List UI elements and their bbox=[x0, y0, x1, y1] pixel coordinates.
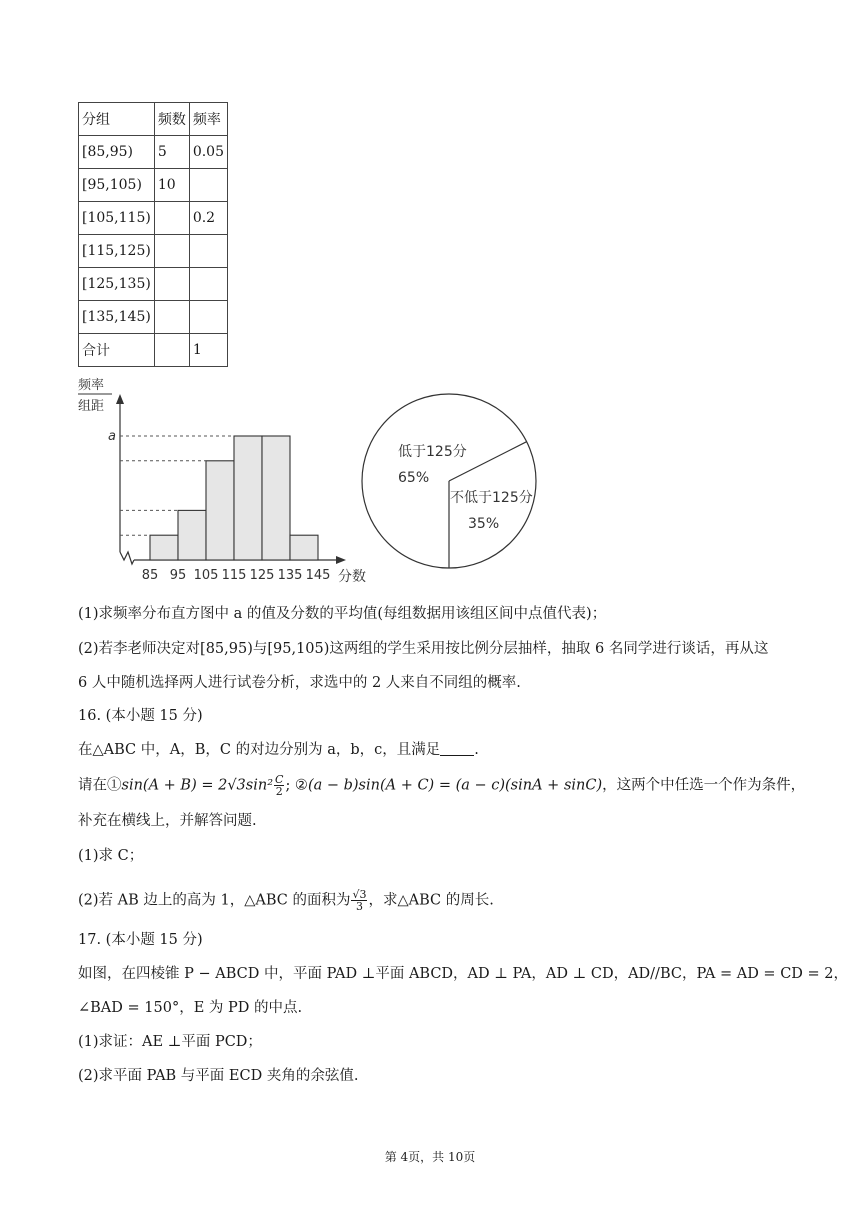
pie-low-pct: 65% bbox=[398, 470, 430, 486]
histogram-axis-break bbox=[120, 552, 134, 564]
q16-part2-prefix: (2)若 AB 边上的高为 1，△ABC 的面积为 bbox=[78, 892, 351, 909]
histogram-tick-label: 135 bbox=[277, 568, 303, 583]
histogram-y-arrow bbox=[116, 394, 124, 404]
table-row-cell: 合计 bbox=[79, 334, 155, 367]
histogram-a-label: a bbox=[108, 429, 116, 444]
histogram-tick-label: 145 bbox=[305, 568, 331, 583]
q16-cond1-den: 2 bbox=[275, 785, 283, 798]
q15-part1: (1)求频率分布直方图中 a 的值及分数的平均值(每组数据用该组区间中点值代表)； bbox=[78, 606, 607, 622]
table-row-cell: 0.05 bbox=[189, 136, 227, 169]
table-row-cell: [85,95) bbox=[79, 136, 155, 169]
frequency-histogram bbox=[72, 374, 382, 590]
q16-cond1: sin(A + B) = 2√3sin² bbox=[121, 777, 274, 794]
q16-cond1-num: C bbox=[275, 773, 284, 786]
histogram-tick-label: 125 bbox=[249, 568, 275, 583]
table-row-cell bbox=[154, 301, 189, 334]
table-row bbox=[79, 169, 228, 202]
q16-cond2: (a − b)sin(A + C) = (a − c)(sinA + sinC) bbox=[307, 777, 603, 794]
q16-part1: (1)求 C； bbox=[78, 848, 144, 864]
pie-high-label: 不低于125分 bbox=[450, 490, 533, 506]
table-row-cell bbox=[189, 169, 227, 202]
q16-cond-suffix: ，这两个中任选一个作为条件， bbox=[602, 777, 806, 794]
q17-part2: (2)求平面 PAB 与平面 ECD 夹角的余弦值. bbox=[78, 1068, 359, 1084]
table-row bbox=[79, 268, 228, 301]
page-footer: 第 4页，共 10页 bbox=[384, 1150, 476, 1164]
table-row-cell: [95,105) bbox=[79, 169, 155, 202]
histogram-bar bbox=[262, 436, 290, 560]
q16-header: 16. (本小题 15 分) bbox=[78, 708, 203, 724]
q16-cond1-fraction bbox=[274, 774, 284, 797]
q16-area-fraction bbox=[351, 889, 367, 912]
histogram-x-arrow bbox=[336, 556, 346, 564]
table-row-cell bbox=[154, 334, 189, 367]
histogram-tick-label: 85 bbox=[141, 568, 159, 583]
histogram-ylabel-bottom: 组距 bbox=[78, 399, 105, 414]
table-header-row-cell: 频数 bbox=[154, 103, 189, 136]
histogram-xlabel: 分数 bbox=[338, 569, 366, 585]
table-row bbox=[79, 334, 228, 367]
score-pie-chart bbox=[358, 386, 542, 576]
table-row-cell bbox=[189, 301, 227, 334]
pie-high-pct: 35% bbox=[468, 516, 500, 532]
q16-part2-suffix: ，求△ABC 的周长. bbox=[368, 892, 494, 909]
histogram-bar bbox=[206, 461, 234, 560]
histogram-tick-label: 115 bbox=[221, 568, 247, 583]
histogram-bar bbox=[290, 535, 318, 560]
frequency-table bbox=[78, 102, 228, 367]
table-row bbox=[79, 136, 228, 169]
histogram-tick-label: 105 bbox=[193, 568, 219, 583]
table-row-cell: [125,135) bbox=[79, 268, 155, 301]
q17-line1: 如图，在四棱锥 P − ABCD 中，平面 PAD ⊥平面 ABCD，AD ⊥ PA，AD ⊥ CD，AD//BC，PA = AD = CD = 2， bbox=[78, 966, 849, 982]
table-row-cell: [115,125) bbox=[79, 235, 155, 268]
histogram-bar bbox=[234, 436, 262, 560]
q16-conditions bbox=[78, 774, 805, 797]
table-row-cell bbox=[154, 268, 189, 301]
histogram-bar bbox=[150, 535, 178, 560]
histogram-ylabel-top: 频率 bbox=[78, 378, 105, 393]
q16-stem-text: 在△ABC 中，A，B，C 的对边分别为 a，b，c，且满足 bbox=[78, 742, 441, 758]
q16-cond-prefix: 请在① bbox=[78, 777, 122, 794]
histogram-tick-label: 95 bbox=[169, 568, 187, 583]
table-row-cell: 1 bbox=[189, 334, 227, 367]
q15-part2-line1: (2)若李老师决定对[85,95)与[95,105)这两组的学生采用按比例分层抽样，抽取 6 名同学进行谈话，再从这 bbox=[78, 641, 769, 657]
q16-stem: 在△ABC 中，A，B，C 的对边分别为 a，b，c，且满足 . bbox=[78, 742, 479, 758]
table-row-cell: [135,145) bbox=[79, 301, 155, 334]
q17-part1: (1)求证：AE ⊥平面 PCD； bbox=[78, 1034, 262, 1050]
table-row-cell: 10 bbox=[154, 169, 189, 202]
q16-area-num: √3 bbox=[352, 888, 367, 901]
table-row bbox=[79, 202, 228, 235]
q17-header: 17. (本小题 15 分) bbox=[78, 932, 203, 948]
q17-line2: ∠BAD = 150°，E 为 PD 的中点. bbox=[78, 1000, 303, 1016]
q16-cond-line2: 补充在横线上，并解答问题. bbox=[78, 813, 257, 829]
q15-part2-line2: 6 人中随机选择两人进行试卷分析，求选中的 2 人来自不同组的概率. bbox=[78, 675, 521, 691]
table-header-row-cell: 频率 bbox=[189, 103, 227, 136]
table-row-cell bbox=[189, 268, 227, 301]
table-row bbox=[79, 301, 228, 334]
pie-low-label: 低于125分 bbox=[398, 444, 467, 460]
histogram-bar bbox=[178, 510, 206, 560]
q16-cond-mid: ; ② bbox=[285, 777, 308, 794]
table-row-cell: 0.2 bbox=[189, 202, 227, 235]
table-row-cell bbox=[154, 202, 189, 235]
q16-area-den: 3 bbox=[355, 900, 363, 913]
table-row-cell: 5 bbox=[154, 136, 189, 169]
table-row-cell bbox=[189, 235, 227, 268]
table-row-cell: [105,115) bbox=[79, 202, 155, 235]
q16-part2 bbox=[78, 889, 494, 912]
table-row bbox=[79, 235, 228, 268]
q16-blank bbox=[440, 741, 474, 756]
table-row-cell bbox=[154, 235, 189, 268]
table-header-row bbox=[79, 103, 228, 136]
table-header-row-cell: 分组 bbox=[79, 103, 155, 136]
